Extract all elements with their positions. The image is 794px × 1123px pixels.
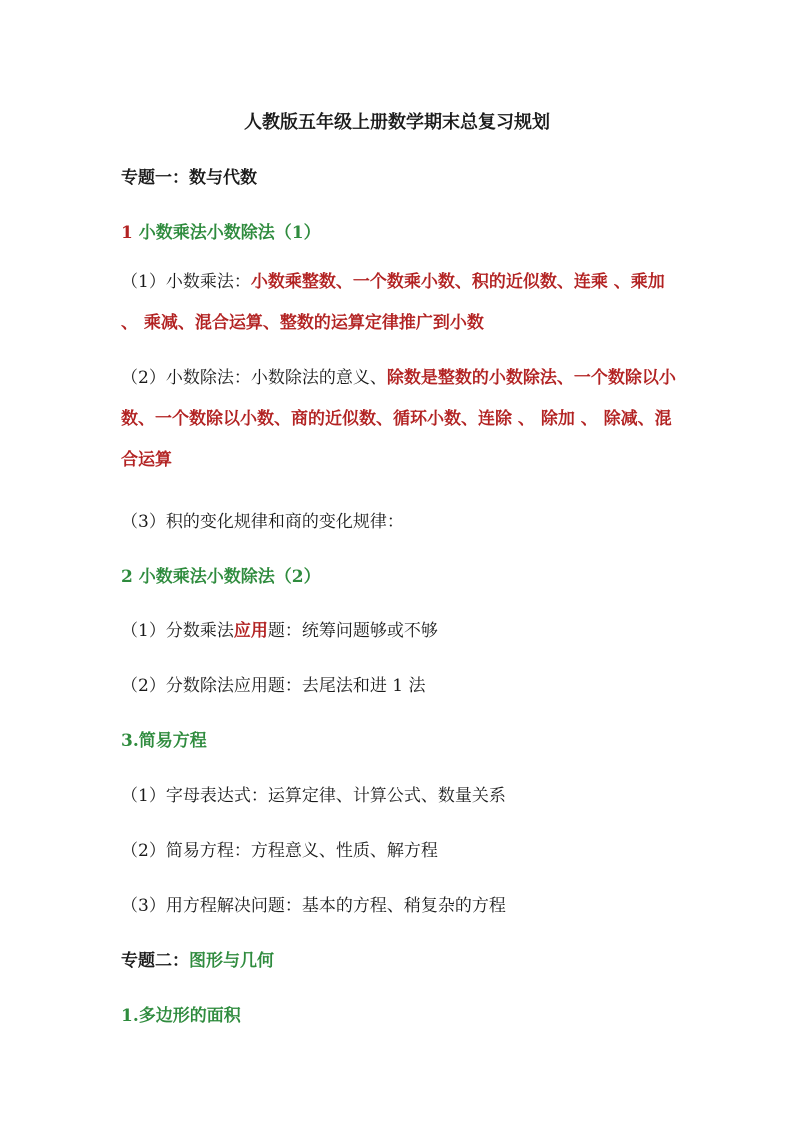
section1-title: 小数乘法小数除法（1） — [138, 223, 321, 243]
section2-item1-b: 应用 — [233, 621, 268, 641]
section1-item2-label: （2）小数除法：小数除法的意义、 — [121, 368, 387, 388]
section2-item1-c: 题：统筹问题够或不够 — [267, 621, 438, 641]
topic2-name: 图形与几何 — [189, 951, 274, 971]
section3-item2: （2）简易方程：方程意义、性质、解方程 — [121, 841, 438, 861]
topic1-prefix: 专题一： — [121, 168, 189, 188]
topic2-heading — [121, 946, 274, 971]
section3-heading: 3.简易方程 — [121, 731, 207, 751]
section1-item2 — [121, 358, 681, 481]
topic1-heading — [121, 163, 257, 188]
section1-item1 — [121, 262, 681, 344]
topic1-name: 数与代数 — [189, 168, 257, 188]
section3-item3: （3）用方程解决问题：基本的方程、稍复杂的方程 — [121, 896, 506, 916]
section3-item1: （1）字母表达式：运算定律、计算公式、数量关系 — [121, 786, 506, 806]
section1-item1-label: （1）小数乘法： — [121, 272, 251, 292]
section1-item2-content: 除数是整数的小数除法、一个数除以小数、一个数除以小数、商的近似数、循环小数、连除 、 除加 、 除减、混合运算 — [121, 368, 676, 470]
geometry1-heading: 1.多边形的面积 — [121, 1006, 241, 1026]
section1-item3: （3）积的变化规律和商的变化规律： — [121, 512, 404, 532]
section2-item1 — [121, 616, 438, 641]
topic2-prefix: 专题二： — [121, 951, 189, 971]
section1-item1-content: 小数乘整数、一个数乘小数、积的近似数、连乘 、乘加 、 乘减、混合运算、整数的运算定律推广到小数 — [121, 272, 665, 333]
document-title: 人教版五年级上册数学期末总复习规划 — [244, 112, 550, 133]
section2-heading: 2 小数乘法小数除法（2） — [121, 567, 321, 587]
section1-heading — [121, 218, 321, 243]
section1-number: 1 — [121, 223, 133, 243]
section2-item1-a: （1）分数乘法 — [121, 621, 234, 641]
section2-item2: （2）分数除法应用题：去尾法和进 1 法 — [121, 676, 426, 696]
